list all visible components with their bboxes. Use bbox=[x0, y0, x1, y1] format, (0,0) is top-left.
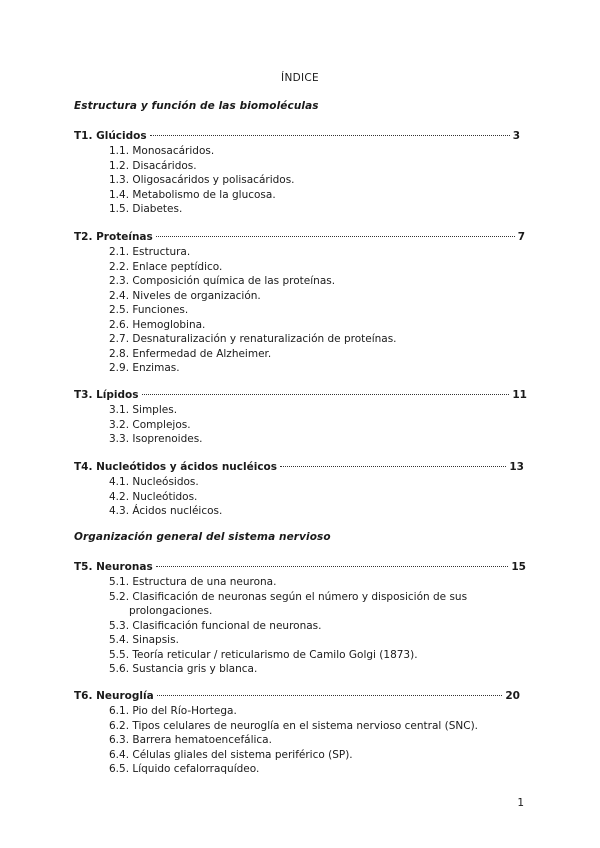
dot-leader bbox=[157, 695, 503, 696]
toc-subitem: 5.4. Sinapsis. bbox=[109, 634, 179, 646]
page-number: 1 bbox=[517, 797, 524, 809]
toc-subitem: 1.4. Metabolismo de la glucosa. bbox=[109, 188, 276, 201]
toc-subitem: 1.3. Oligosacáridos y polisacáridos. bbox=[109, 174, 295, 186]
toc-subitem: 2.8. Enfermedad de Alzheimer. bbox=[109, 347, 272, 360]
toc-subitem: 2.5. Funciones. bbox=[109, 304, 189, 316]
toc-subitem: 5.6. Sustancia gris y blanca. bbox=[109, 663, 258, 675]
toc-entry-t5 bbox=[74, 561, 526, 573]
toc-page-number: 15 bbox=[511, 561, 526, 573]
toc-entry-label: T6. Neuroglía bbox=[74, 690, 154, 702]
dot-leader bbox=[156, 566, 509, 567]
toc-subitem-text: 5.2. Clasificación de neuronas según el número y disposición de sus prolongaciones. bbox=[109, 590, 468, 617]
toc-subitem: 1.2. Disacáridos. bbox=[109, 159, 197, 172]
toc-page-number: 7 bbox=[517, 231, 525, 243]
toc-page-number: 13 bbox=[509, 461, 524, 473]
dot-leader bbox=[142, 394, 510, 395]
section-heading: Organización general del sistema nervioso bbox=[74, 531, 331, 543]
toc-subitem: 2.6. Hemoglobina. bbox=[109, 318, 206, 331]
toc-entry-t4 bbox=[74, 461, 524, 473]
toc-subitem: 1.5. Diabetes. bbox=[109, 203, 183, 215]
toc-subitem bbox=[109, 590, 504, 619]
toc-subitem: 4.3. Ácidos nucléicos. bbox=[109, 505, 223, 517]
toc-entry-label: T1. Glúcidos bbox=[74, 130, 147, 142]
section-heading: Estructura y función de las biomoléculas bbox=[74, 100, 319, 112]
page-title: ÍNDICE bbox=[281, 72, 319, 84]
toc-subitem: 2.2. Enlace peptídico. bbox=[109, 260, 223, 273]
toc-entry-t3 bbox=[74, 389, 527, 401]
toc-entry-label: T2. Proteínas bbox=[74, 231, 153, 243]
toc-subitem: 6.2. Tipos celulares de neuroglía en el sistema nervioso central (SNC). bbox=[109, 719, 479, 732]
toc-subitem: 2.9. Enzimas. bbox=[109, 362, 180, 374]
toc-entry-t6 bbox=[74, 690, 520, 702]
toc-subitem: 4.2. Nucleótidos. bbox=[109, 490, 198, 503]
toc-page-number: 3 bbox=[512, 130, 520, 142]
toc-subitem: 2.4. Niveles de organización. bbox=[109, 289, 261, 302]
toc-subitem: 2.1. Estructura. bbox=[109, 246, 191, 258]
toc-subitem: 3.3. Isoprenoides. bbox=[109, 433, 203, 445]
dot-leader bbox=[156, 236, 515, 237]
toc-subitem: 2.3. Composición química de las proteínas. bbox=[109, 275, 336, 287]
toc-page-number: 11 bbox=[512, 389, 527, 401]
toc-subitem: 5.1. Estructura de una neurona. bbox=[109, 576, 277, 588]
dot-leader bbox=[280, 466, 506, 467]
toc-subitem: 6.1. Pio del Río-Hortega. bbox=[109, 705, 237, 717]
toc-subitem: 3.1. Simples. bbox=[109, 404, 178, 416]
toc-subitem: 5.3. Clasificación funcional de neuronas. bbox=[109, 619, 322, 632]
toc-subitem: 2.7. Desnaturalización y renaturalización de proteínas. bbox=[109, 333, 397, 345]
toc-page-number: 20 bbox=[505, 690, 520, 702]
toc-subitem: 6.3. Barrera hematoencefálica. bbox=[109, 734, 272, 746]
dot-leader bbox=[150, 135, 510, 136]
toc-entry-t2 bbox=[74, 231, 525, 243]
toc-entry-label: T4. Nucleótidos y ácidos nucléicos bbox=[74, 461, 278, 473]
toc-entry-t1 bbox=[74, 130, 520, 142]
toc-subitem: 3.2. Complejos. bbox=[109, 418, 191, 431]
toc-subitem: 6.5. Líquido cefalorraquídeo. bbox=[109, 763, 260, 775]
toc-entry-label: T5. Neuronas bbox=[74, 561, 153, 573]
toc-subitem: 6.4. Células gliales del sistema periférico (SP). bbox=[109, 748, 353, 761]
toc-subitem: 5.5. Teoría reticular / reticularismo de Camilo Golgi (1873). bbox=[109, 648, 418, 661]
toc-subitem: 1.1. Monosacáridos. bbox=[109, 145, 215, 157]
toc-entry-label: T3. Lípidos bbox=[74, 389, 139, 401]
toc-subitem: 4.1. Nucleósidos. bbox=[109, 476, 199, 488]
